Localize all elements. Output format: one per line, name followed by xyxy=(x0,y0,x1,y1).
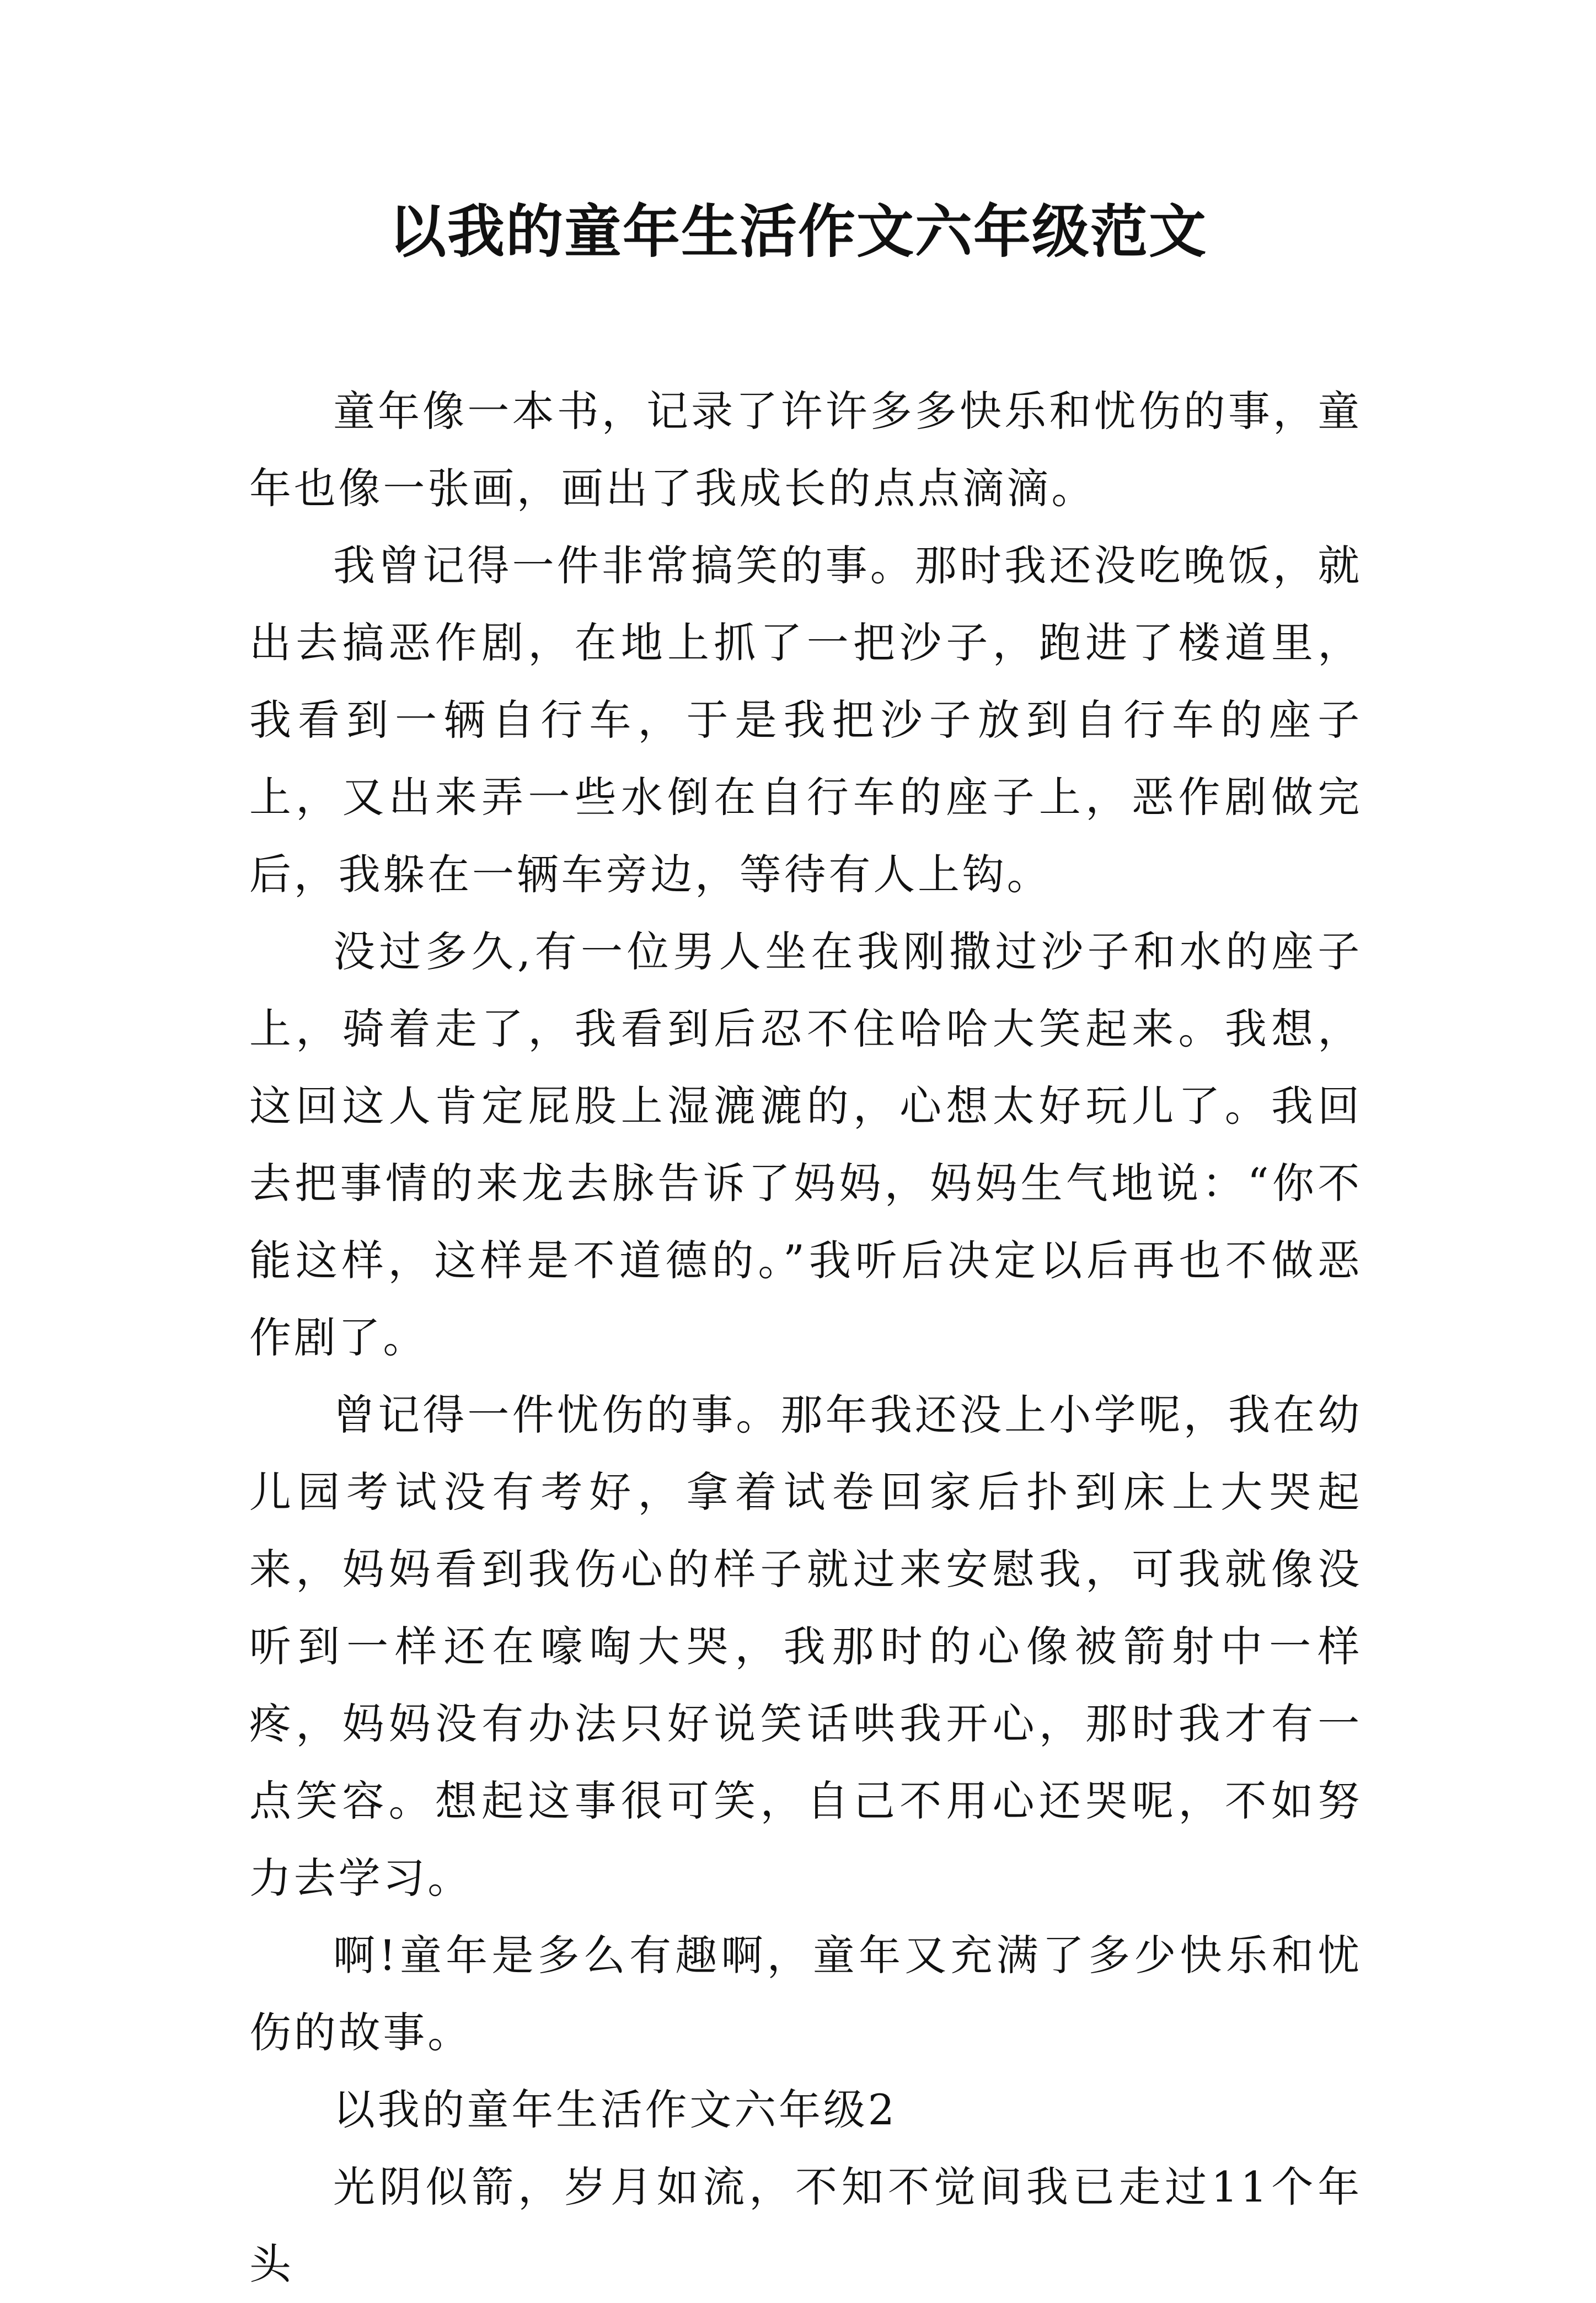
paragraph-3: 没过多久,有一位男人坐在我刚撒过沙子和水的座子上，骑着走了，我看到后忍不住哈哈大笑起来。我想，这回这人肯定屁股上湿漉漉的，心想太好玩儿了。我回去把事情的来龙去脉告诉了妈妈，妈妈生气地说：“你不能这样，这样是不道德的。”我听后决定以后再也不做恶作剧了。 xyxy=(249,927,1362,1362)
paragraph-1: 童年像一本书，记录了许许多多快乐和忧伤的事，童年也像一张画，画出了我成长的点点滴滴。 xyxy=(249,387,1362,513)
document-body xyxy=(249,373,1362,2303)
paragraph-6: 光阴似箭，岁月如流，不知不觉间我已走过11个年头 xyxy=(249,2162,1362,2289)
document-title: 以我的童年生活作文六年级范文 xyxy=(388,197,1207,265)
paragraph-2: 我曾记得一件非常搞笑的事。那时我还没吃晚饭，就出去搞恶作剧，在地上抓了一把沙子，跑进了楼道里，我看到一辆自行车，于是我把沙子放到自行车的座子上，又出来弄一些水倒在自行车的座子上，恶作剧做完后，我躲在一辆车旁边，等待有人上钩。 xyxy=(249,541,1362,899)
paragraph-5: 啊!童年是多么有趣啊，童年又充满了多少快乐和忧伤的故事。 xyxy=(249,1931,1362,2057)
section-heading: 以我的童年生活作文六年级2 xyxy=(333,2085,897,2134)
paragraph-4: 曾记得一件忧伤的事。那年我还没上小学呢，我在幼儿园考试没有考好，拿着试卷回家后扑到床上大哭起来，妈妈看到我伤心的样子就过来安慰我，可我就像没听到一样还在嚎啕大哭，我那时的心像被箭射中一样疼，妈妈没有办法只好说笑话哄我开心，那时我才有一点笑容。想起这事很可笑，自己不用心还哭呢，不如努力去学习。 xyxy=(249,1390,1362,1903)
